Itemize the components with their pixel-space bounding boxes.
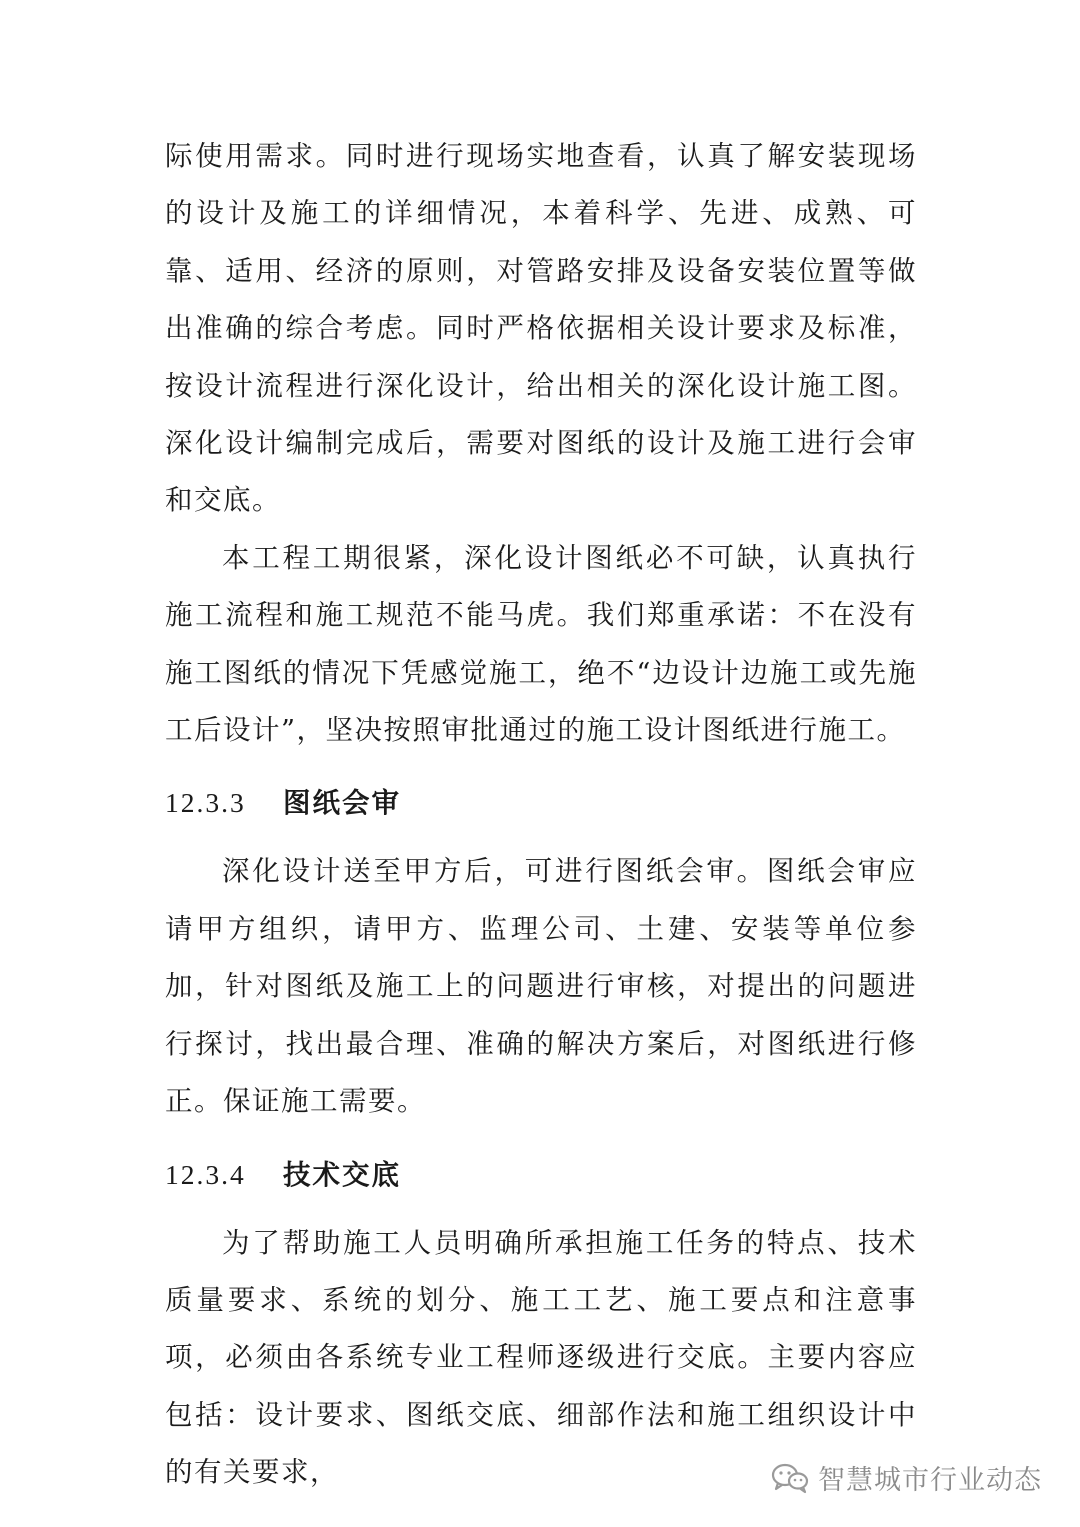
section-number: 12.3.3	[165, 787, 246, 819]
watermark	[770, 1458, 1042, 1497]
section-number: 12.3.4	[165, 1158, 246, 1190]
paragraph-drawing-review: 深化设计送至甲方后，可进行图纸会审。图纸会审应请甲方组织，请甲方、监理公司、土建、安装等单位参加，针对图纸及施工上的问题进行审核，对提出的问题进行探讨，找出最合理、准确的解决方案后，对图纸进行修正。保证施工需要。	[165, 855, 917, 1118]
document-body	[165, 128, 917, 1502]
paragraph-technical-briefing: 为了帮助施工人员明确所承担施工任务的特点、技术质量要求、系统的划分、施工工艺、施工要点和注意事项，必须由各系统专业工程师逐级进行交底。主要内容应包括：设计要求、图纸交底、细部作法和施工组织设计中的有关要求，	[165, 1226, 917, 1489]
paragraph-design-requirements: 际使用需求。同时进行现场实地查看，认真了解安装现场的设计及施工的详细情况，本着科学、先进、成熟、可靠、适用、经济的原则，对管路安排及设备安装位置等做出准确的综合考虑。同时严格依据相关设计要求及标准，按设计流程进行深化设计，给出相关的深化设计施工图。深化设计编制完成后，需要对图纸的设计及施工进行会审和交底。	[165, 140, 917, 517]
section-heading-drawing-review	[165, 759, 917, 843]
watermark-text: 智慧城市行业动态	[818, 1465, 1042, 1496]
section-title: 技术交底	[283, 1158, 401, 1191]
paragraph-schedule-commitment: 本工程工期很紧，深化设计图纸必不可缺，认真执行施工流程和施工规范不能马虎。我们郑重承诺：不在没有施工图纸的情况下凭感觉施工，绝不“边设计边施工或先施工后设计”，坚决按照审批通过的施工设计图纸进行施工。	[165, 541, 917, 747]
section-heading-technical-briefing	[165, 1131, 917, 1215]
section-title: 图纸会审	[283, 787, 401, 820]
wechat-icon	[770, 1462, 810, 1494]
